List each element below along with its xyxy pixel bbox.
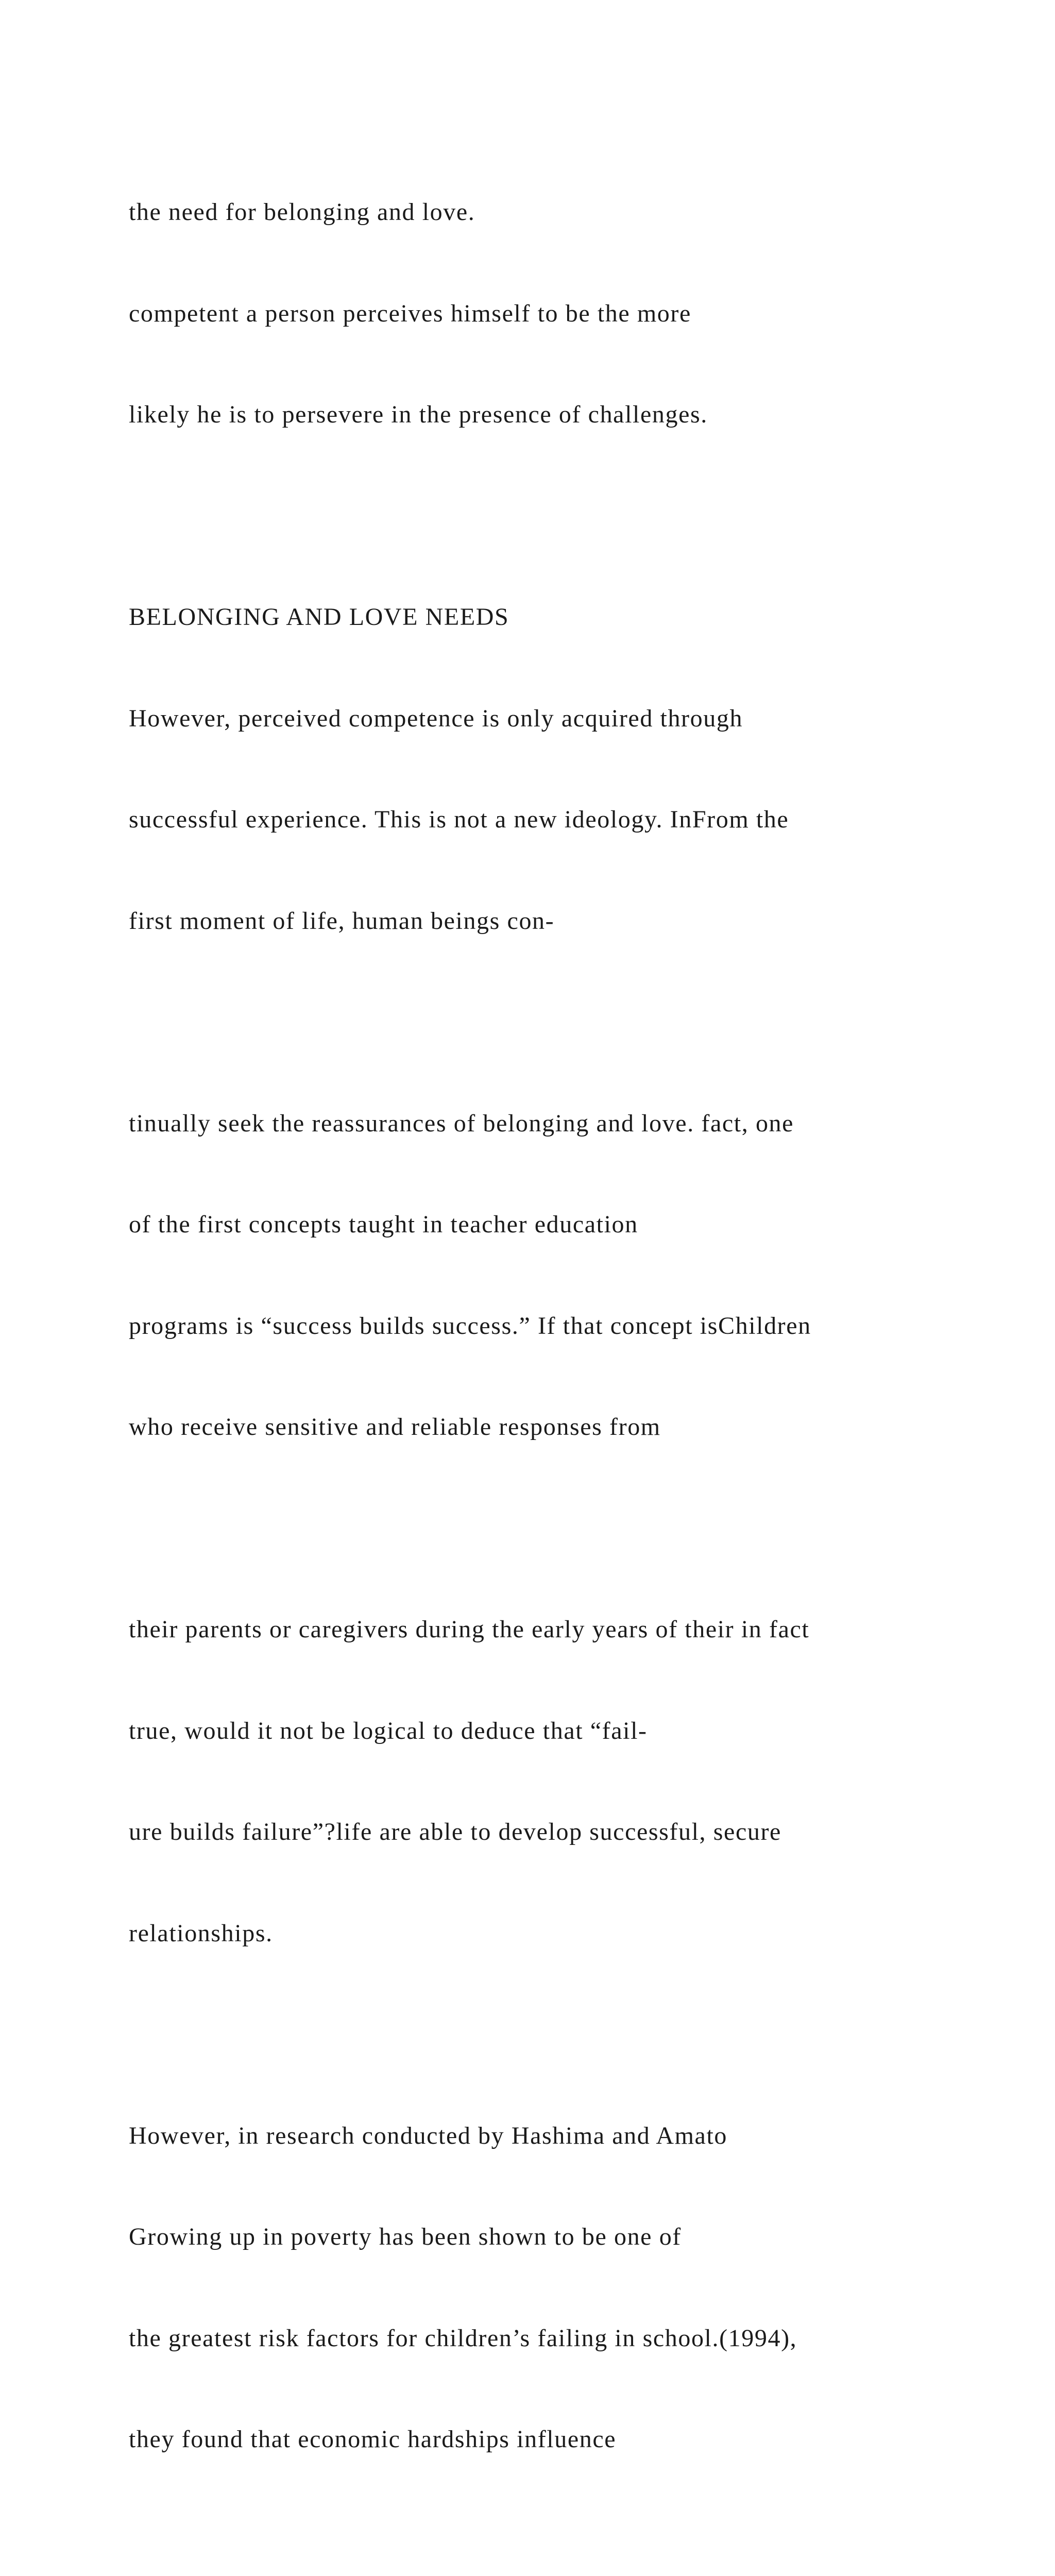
text-line: true, would it not be logical to deduce that “fail- — [129, 1717, 648, 1744]
document-body — [129, 128, 1015, 2576]
text-line: ure builds failure”?life are able to develop successful, secure — [129, 1818, 781, 1845]
text-line: relationships. — [129, 1919, 273, 1947]
blank-line — [129, 1005, 1015, 1039]
blank-line — [129, 499, 1015, 533]
text-line: However, perceived competence is only acquired through — [129, 704, 743, 732]
text-line: of the first concepts taught in teacher education — [129, 1211, 638, 1238]
text-line: the need for belonging and love. — [129, 198, 475, 226]
blank-line — [129, 1512, 1015, 1546]
text-line: likely he is to persevere in the presence of challenges. — [129, 401, 708, 428]
text-line: they found that economic hardships influence — [129, 2426, 617, 2453]
text-line: competent a person perceives himself to be the more — [129, 299, 691, 327]
text-line: the greatest risk factors for children’s failing in school.(1994), — [129, 2324, 797, 2352]
blank-line — [129, 2018, 1015, 2052]
text-line: tinually seek the reassurances of belonging and love. fact, one — [129, 1109, 794, 1137]
text-line: who receive sensitive and reliable responses from — [129, 1413, 661, 1440]
text-line: However, in research conducted by Hashima and Amato — [129, 2122, 727, 2149]
text-line: programs is “success builds success.” If that concept isChildren — [129, 1312, 811, 1340]
blank-line — [129, 2524, 1015, 2558]
text-line: Growing up in poverty has been shown to be one of — [129, 2223, 682, 2250]
section-heading: BELONGING AND LOVE NEEDS — [129, 603, 509, 631]
text-line: first moment of life, human beings con- — [129, 907, 555, 935]
text-line: successful experience. This is not a new ideology. InFrom the — [129, 806, 789, 833]
text-line: their parents or caregivers during the early years of their in fact — [129, 1616, 810, 1643]
